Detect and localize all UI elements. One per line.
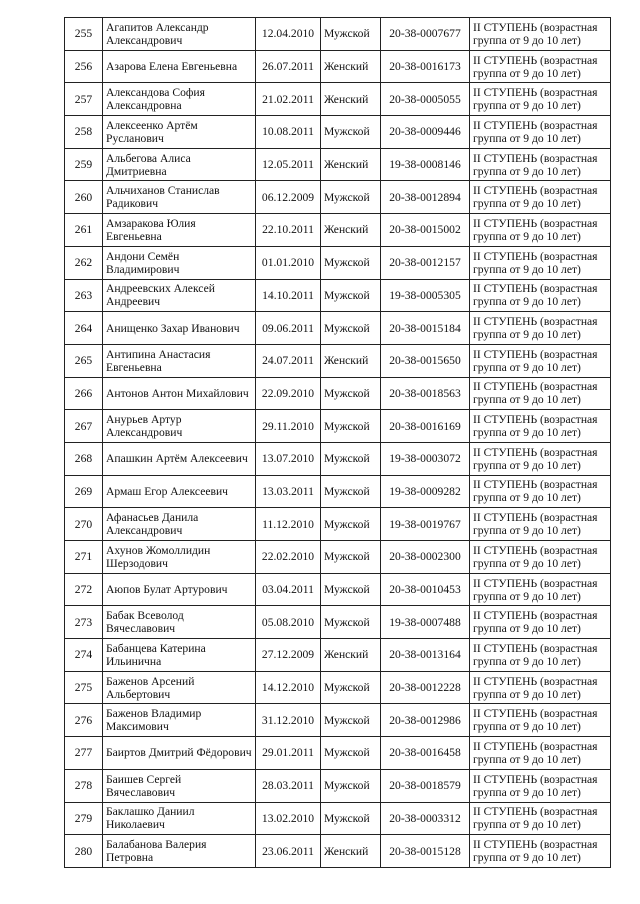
age-group-cell: II СТУПЕНЬ (возрастная группа от 9 до 10 лет) <box>470 50 611 83</box>
age-group-cell: II СТУПЕНЬ (возрастная группа от 9 до 10 лет) <box>470 214 611 247</box>
participant-id-cell: 20-38-0005055 <box>381 83 470 116</box>
age-group-cell: II СТУПЕНЬ (возрастная группа от 9 до 10 лет) <box>470 475 611 508</box>
birth-date-cell: 09.06.2011 <box>256 312 321 345</box>
birth-date-cell: 29.11.2010 <box>256 410 321 443</box>
age-group-cell: II СТУПЕНЬ (возрастная группа от 9 до 10 лет) <box>470 246 611 279</box>
row-number-cell: 272 <box>65 573 103 606</box>
table-row <box>65 573 611 606</box>
age-group-cell: II СТУПЕНЬ (возрастная группа от 9 до 10 лет) <box>470 344 611 377</box>
participants-table-body <box>65 18 611 868</box>
birth-date-cell: 29.01.2011 <box>256 737 321 770</box>
age-group-cell: II СТУПЕНЬ (возрастная группа от 9 до 10 лет) <box>470 737 611 770</box>
table-row <box>65 508 611 541</box>
participant-id-cell: 19-38-0003072 <box>381 442 470 475</box>
age-group-cell: II СТУПЕНЬ (возрастная группа от 9 до 10 лет) <box>470 508 611 541</box>
participant-id-cell: 19-38-0019767 <box>381 508 470 541</box>
birth-date-cell: 22.09.2010 <box>256 377 321 410</box>
age-group-cell: II СТУПЕНЬ (возрастная группа от 9 до 10 лет) <box>470 116 611 149</box>
gender-cell: Мужской <box>321 671 381 704</box>
table-row <box>65 181 611 214</box>
row-number-cell: 262 <box>65 246 103 279</box>
participant-name-cell: Баиртов Дмитрий Фёдорович <box>103 737 256 770</box>
gender-cell: Мужской <box>321 410 381 443</box>
row-number-cell: 265 <box>65 344 103 377</box>
table-row <box>65 475 611 508</box>
gender-cell: Мужской <box>321 573 381 606</box>
participant-id-cell: 19-38-0005305 <box>381 279 470 312</box>
row-number-cell: 270 <box>65 508 103 541</box>
row-number-cell: 267 <box>65 410 103 443</box>
row-number-cell: 257 <box>65 83 103 116</box>
age-group-cell: II СТУПЕНЬ (возрастная группа от 9 до 10 лет) <box>470 83 611 116</box>
birth-date-cell: 21.02.2011 <box>256 83 321 116</box>
gender-cell: Мужской <box>321 541 381 574</box>
participant-name-cell: Афанасьев Данила Александрович <box>103 508 256 541</box>
participants-table <box>64 17 611 868</box>
gender-cell: Мужской <box>321 475 381 508</box>
participant-id-cell: 20-38-0002300 <box>381 541 470 574</box>
birth-date-cell: 22.10.2011 <box>256 214 321 247</box>
table-row <box>65 541 611 574</box>
gender-cell: Мужской <box>321 442 381 475</box>
table-row <box>65 835 611 868</box>
birth-date-cell: 13.02.2010 <box>256 802 321 835</box>
participant-id-cell: 20-38-0018579 <box>381 769 470 802</box>
participant-name-cell: Андреевских Алексей Андреевич <box>103 279 256 312</box>
birth-date-cell: 11.12.2010 <box>256 508 321 541</box>
age-group-cell: II СТУПЕНЬ (возрастная группа от 9 до 10 лет) <box>470 541 611 574</box>
participant-id-cell: 20-38-0018563 <box>381 377 470 410</box>
participant-id-cell: 19-38-0009282 <box>381 475 470 508</box>
table-row <box>65 442 611 475</box>
participant-name-cell: Апашкин Артём Алексеевич <box>103 442 256 475</box>
row-number-cell: 280 <box>65 835 103 868</box>
age-group-cell: II СТУПЕНЬ (возрастная группа от 9 до 10 лет) <box>470 639 611 672</box>
gender-cell: Мужской <box>321 279 381 312</box>
age-group-cell: II СТУПЕНЬ (возрастная группа от 9 до 10 лет) <box>470 704 611 737</box>
row-number-cell: 255 <box>65 18 103 51</box>
gender-cell: Женский <box>321 83 381 116</box>
participant-id-cell: 20-38-0012157 <box>381 246 470 279</box>
participant-id-cell: 20-38-0012228 <box>381 671 470 704</box>
participant-name-cell: Баженов Владимир Максимович <box>103 704 256 737</box>
gender-cell: Мужской <box>321 606 381 639</box>
age-group-cell: II СТУПЕНЬ (возрастная группа от 9 до 10 лет) <box>470 279 611 312</box>
participant-id-cell: 20-38-0016169 <box>381 410 470 443</box>
participant-id-cell: 20-38-0013164 <box>381 639 470 672</box>
participant-name-cell: Армаш Егор Алексеевич <box>103 475 256 508</box>
age-group-cell: II СТУПЕНЬ (возрастная группа от 9 до 10 лет) <box>470 181 611 214</box>
birth-date-cell: 14.12.2010 <box>256 671 321 704</box>
row-number-cell: 261 <box>65 214 103 247</box>
gender-cell: Мужской <box>321 312 381 345</box>
table-row <box>65 18 611 51</box>
birth-date-cell: 13.03.2011 <box>256 475 321 508</box>
table-row <box>65 377 611 410</box>
gender-cell: Мужской <box>321 246 381 279</box>
age-group-cell: II СТУПЕНЬ (возрастная группа от 9 до 10 лет) <box>470 573 611 606</box>
age-group-cell: II СТУПЕНЬ (возрастная группа от 9 до 10 лет) <box>470 18 611 51</box>
participant-id-cell: 20-38-0012894 <box>381 181 470 214</box>
row-number-cell: 264 <box>65 312 103 345</box>
participant-name-cell: Агапитов Александр Александрович <box>103 18 256 51</box>
table-row <box>65 769 611 802</box>
age-group-cell: II СТУПЕНЬ (возрастная группа от 9 до 10 лет) <box>470 835 611 868</box>
birth-date-cell: 23.06.2011 <box>256 835 321 868</box>
participant-name-cell: Алексеенко Артём Русланович <box>103 116 256 149</box>
age-group-cell: II СТУПЕНЬ (возрастная группа от 9 до 10 лет) <box>470 442 611 475</box>
participant-name-cell: Аюпов Булат Артурович <box>103 573 256 606</box>
birth-date-cell: 12.05.2011 <box>256 148 321 181</box>
participant-id-cell: 20-38-0015650 <box>381 344 470 377</box>
participant-name-cell: Альбегова Алиса Дмитриевна <box>103 148 256 181</box>
table-row <box>65 344 611 377</box>
row-number-cell: 266 <box>65 377 103 410</box>
row-number-cell: 271 <box>65 541 103 574</box>
row-number-cell: 259 <box>65 148 103 181</box>
participant-id-cell: 20-38-0010453 <box>381 573 470 606</box>
table-row <box>65 737 611 770</box>
participant-name-cell: Альчиханов Станислав Радикович <box>103 181 256 214</box>
row-number-cell: 256 <box>65 50 103 83</box>
gender-cell: Женский <box>321 214 381 247</box>
age-group-cell: II СТУПЕНЬ (возрастная группа от 9 до 10 лет) <box>470 312 611 345</box>
row-number-cell: 275 <box>65 671 103 704</box>
table-row <box>65 410 611 443</box>
participant-id-cell: 19-38-0008146 <box>381 148 470 181</box>
participant-name-cell: Александова София Александровна <box>103 83 256 116</box>
row-number-cell: 277 <box>65 737 103 770</box>
table-row <box>65 639 611 672</box>
participant-name-cell: Бабанцева Катерина Ильинична <box>103 639 256 672</box>
participant-id-cell: 20-38-0015002 <box>381 214 470 247</box>
gender-cell: Женский <box>321 344 381 377</box>
participant-id-cell: 20-38-0016173 <box>381 50 470 83</box>
gender-cell: Мужской <box>321 769 381 802</box>
participant-name-cell: Баишев Сергей Вячеславович <box>103 769 256 802</box>
table-row <box>65 279 611 312</box>
participant-name-cell: Андони Семён Владимирович <box>103 246 256 279</box>
table-row <box>65 802 611 835</box>
participant-name-cell: Анурьев Артур Александрович <box>103 410 256 443</box>
birth-date-cell: 03.04.2011 <box>256 573 321 606</box>
participant-id-cell: 20-38-0012986 <box>381 704 470 737</box>
age-group-cell: II СТУПЕНЬ (возрастная группа от 9 до 10 лет) <box>470 606 611 639</box>
row-number-cell: 260 <box>65 181 103 214</box>
row-number-cell: 268 <box>65 442 103 475</box>
table-row <box>65 606 611 639</box>
table-row <box>65 671 611 704</box>
birth-date-cell: 27.12.2009 <box>256 639 321 672</box>
participant-name-cell: Антипина Анастасия Евгеньевна <box>103 344 256 377</box>
age-group-cell: II СТУПЕНЬ (возрастная группа от 9 до 10 лет) <box>470 802 611 835</box>
participant-name-cell: Анищенко Захар Иванович <box>103 312 256 345</box>
participant-id-cell: 20-38-0015128 <box>381 835 470 868</box>
gender-cell: Мужской <box>321 116 381 149</box>
birth-date-cell: 01.01.2010 <box>256 246 321 279</box>
table-row <box>65 312 611 345</box>
row-number-cell: 258 <box>65 116 103 149</box>
gender-cell: Мужской <box>321 737 381 770</box>
birth-date-cell: 05.08.2010 <box>256 606 321 639</box>
gender-cell: Мужской <box>321 377 381 410</box>
birth-date-cell: 31.12.2010 <box>256 704 321 737</box>
gender-cell: Женский <box>321 50 381 83</box>
gender-cell: Мужской <box>321 181 381 214</box>
row-number-cell: 269 <box>65 475 103 508</box>
table-row <box>65 50 611 83</box>
table-row <box>65 148 611 181</box>
birth-date-cell: 14.10.2011 <box>256 279 321 312</box>
table-row <box>65 116 611 149</box>
birth-date-cell: 10.08.2011 <box>256 116 321 149</box>
table-row <box>65 214 611 247</box>
birth-date-cell: 28.03.2011 <box>256 769 321 802</box>
participant-id-cell: 20-38-0007677 <box>381 18 470 51</box>
gender-cell: Мужской <box>321 704 381 737</box>
birth-date-cell: 13.07.2010 <box>256 442 321 475</box>
table-row <box>65 83 611 116</box>
participant-name-cell: Азарова Елена Евгеньевна <box>103 50 256 83</box>
gender-cell: Мужской <box>321 802 381 835</box>
gender-cell: Женский <box>321 639 381 672</box>
participant-id-cell: 20-38-0015184 <box>381 312 470 345</box>
row-number-cell: 278 <box>65 769 103 802</box>
row-number-cell: 274 <box>65 639 103 672</box>
table-row <box>65 246 611 279</box>
gender-cell: Женский <box>321 835 381 868</box>
participant-name-cell: Балабанова Валерия Петровна <box>103 835 256 868</box>
age-group-cell: II СТУПЕНЬ (возрастная группа от 9 до 10 лет) <box>470 671 611 704</box>
participant-id-cell: 19-38-0007488 <box>381 606 470 639</box>
gender-cell: Мужской <box>321 508 381 541</box>
participant-name-cell: Ахунов Жомоллидин Шерзодович <box>103 541 256 574</box>
participant-id-cell: 20-38-0003312 <box>381 802 470 835</box>
gender-cell: Женский <box>321 148 381 181</box>
table-row <box>65 704 611 737</box>
age-group-cell: II СТУПЕНЬ (возрастная группа от 9 до 10 лет) <box>470 410 611 443</box>
birth-date-cell: 06.12.2009 <box>256 181 321 214</box>
participant-id-cell: 20-38-0016458 <box>381 737 470 770</box>
row-number-cell: 273 <box>65 606 103 639</box>
row-number-cell: 279 <box>65 802 103 835</box>
participant-id-cell: 20-38-0009446 <box>381 116 470 149</box>
birth-date-cell: 24.07.2011 <box>256 344 321 377</box>
participant-name-cell: Антонов Антон Михайлович <box>103 377 256 410</box>
birth-date-cell: 26.07.2011 <box>256 50 321 83</box>
gender-cell: Мужской <box>321 18 381 51</box>
age-group-cell: II СТУПЕНЬ (возрастная группа от 9 до 10 лет) <box>470 148 611 181</box>
participant-name-cell: Баженов Арсений Альбертович <box>103 671 256 704</box>
age-group-cell: II СТУПЕНЬ (возрастная группа от 9 до 10 лет) <box>470 377 611 410</box>
age-group-cell: II СТУПЕНЬ (возрастная группа от 9 до 10 лет) <box>470 769 611 802</box>
birth-date-cell: 22.02.2010 <box>256 541 321 574</box>
participant-name-cell: Баклашко Даниил Николаевич <box>103 802 256 835</box>
row-number-cell: 276 <box>65 704 103 737</box>
participant-name-cell: Бабак Всеволод Вячеславович <box>103 606 256 639</box>
row-number-cell: 263 <box>65 279 103 312</box>
participant-name-cell: Амзаракова Юлия Евгеньевна <box>103 214 256 247</box>
birth-date-cell: 12.04.2010 <box>256 18 321 51</box>
